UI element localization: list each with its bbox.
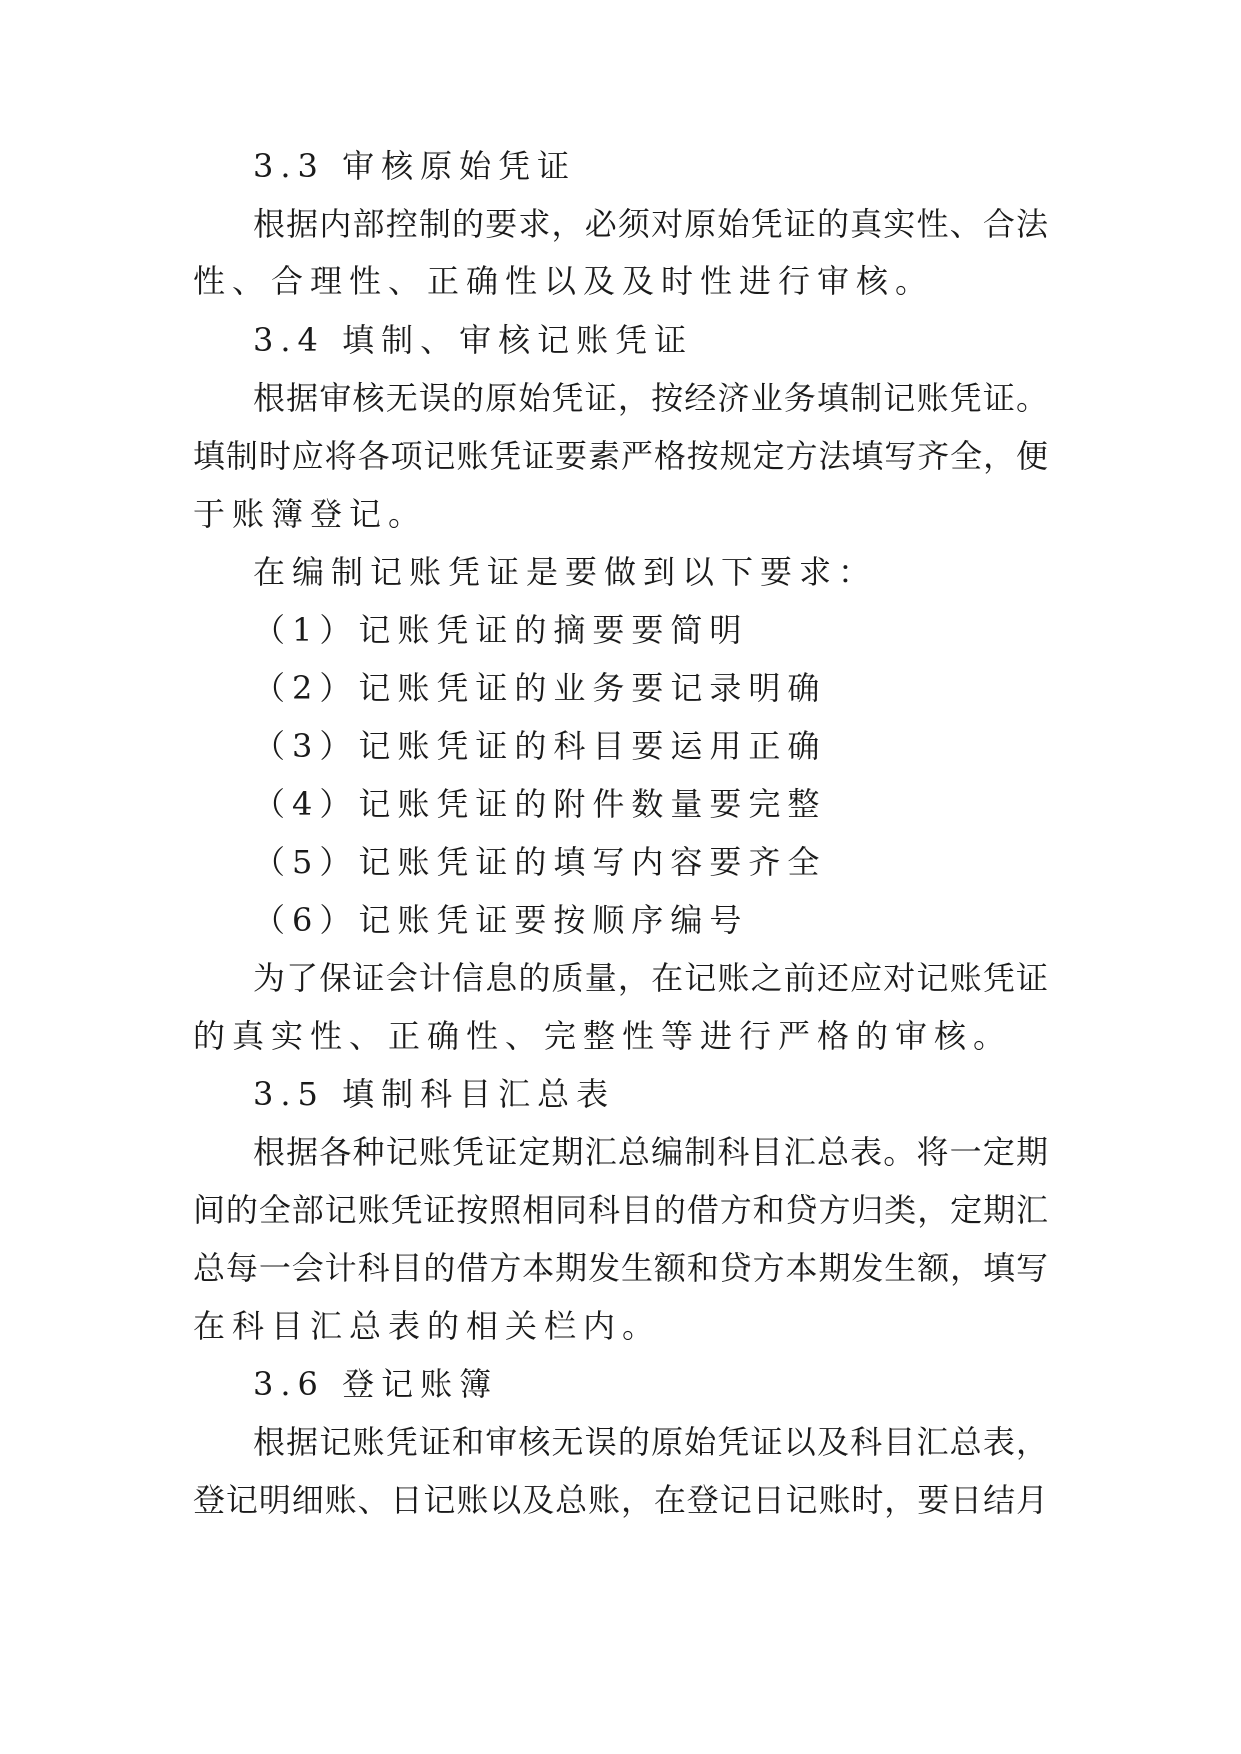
list-item: （2）记账凭证的业务要记录明确	[253, 669, 827, 707]
paragraph-line: 的真实性、正确性、完整性等进行严格的审核。	[193, 1017, 1013, 1055]
list-item: （3）记账凭证的科目要运用正确	[253, 727, 827, 765]
section-heading-3-4: 3.4 填制、审核记账凭证	[253, 321, 694, 359]
paragraph-line: 根据审核无误的原始凭证，按经济业务填制记账凭证。	[253, 379, 1048, 417]
section-heading-3-3: 3.3 审核原始凭证	[253, 147, 577, 185]
paragraph-line: 根据记账凭证和审核无误的原始凭证以及科目汇总表，	[253, 1423, 1048, 1461]
paragraph-line: 性、合理性、正确性以及及时性进行审核。	[193, 262, 935, 300]
paragraph-line: 填制时应将各项记账凭证要素严格按规定方法填写齐全，便	[193, 437, 1048, 475]
paragraph-line: 根据内部控制的要求，必须对原始凭证的真实性、合法	[253, 205, 1048, 243]
paragraph-line: 总每一会计科目的借方本期发生额和贷方本期发生额，填写	[193, 1249, 1048, 1287]
list-item: （1）记账凭证的摘要要简明	[253, 611, 749, 649]
section-heading-3-5: 3.5 填制科目汇总表	[253, 1075, 616, 1113]
paragraph-line: 间的全部记账凭证按照相同科目的借方和贷方归类，定期汇	[193, 1191, 1048, 1229]
paragraph-line: 在科目汇总表的相关栏内。	[193, 1307, 662, 1345]
list-item: （5）记账凭证的填写内容要齐全	[253, 843, 827, 881]
list-item: （6）记账凭证要按顺序编号	[253, 901, 749, 939]
paragraph-line: 于账簿登记。	[193, 495, 428, 533]
section-heading-3-6: 3.6 登记账簿	[253, 1365, 499, 1403]
list-item: （4）记账凭证的附件数量要完整	[253, 785, 827, 823]
paragraph-line: 在编制记账凭证是要做到以下要求：	[253, 553, 878, 591]
paragraph-line: 登记明细账、日记账以及总账，在登记日记账时，要日结月	[193, 1481, 1048, 1519]
paragraph-line: 为了保证会计信息的质量，在记账之前还应对记账凭证	[253, 959, 1048, 997]
paragraph-line: 根据各种记账凭证定期汇总编制科目汇总表。将一定期	[253, 1133, 1048, 1171]
